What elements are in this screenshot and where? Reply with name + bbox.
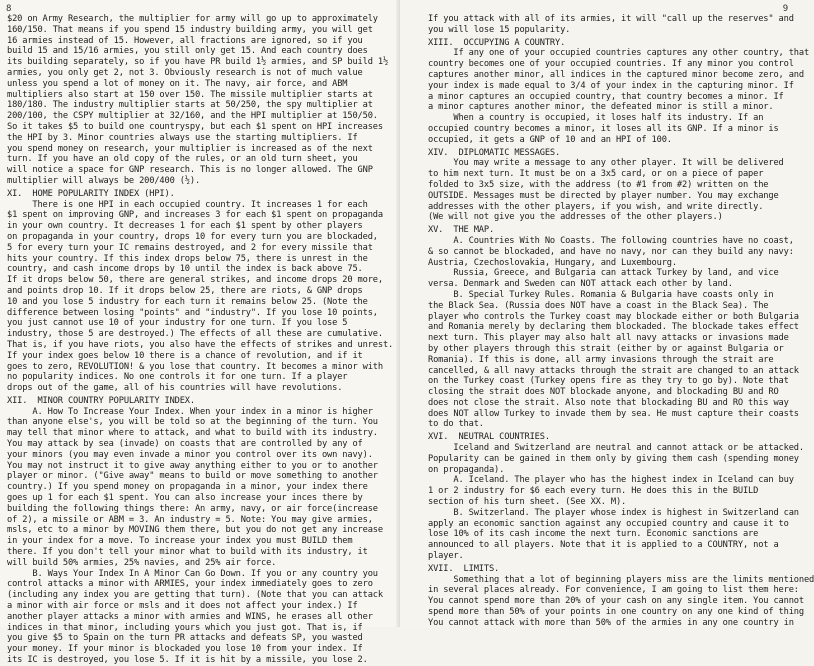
text-line: Russia, Greece, and Bulgaria can attack Turkey by land, and vice [428, 268, 779, 279]
text-line: player or minor. ("Give away" means to build or move something to another [7, 471, 378, 482]
text-line: folded to 3x5 size, with the address (to #1 from #2) written on the [428, 179, 769, 190]
text-line: 200/100, the CSPY multiplier at 32/160, and the HPI multiplier at 150/50. [7, 111, 378, 122]
text-line: turn. If you have an old copy of the rules, or an old turn sheet, you [7, 154, 358, 165]
text-line: by other players through this strait (either by or against Bulgaria or [428, 343, 784, 354]
paragraph [7, 200, 392, 394]
text-line: That is, if you have riots, you also have the effects of strikes and unrest. [7, 339, 394, 350]
section-heading: XV. THE MAP. [428, 225, 495, 236]
text-line: multipliers also start at 150 over 150. The missile multiplier starts at [7, 89, 373, 100]
text-line: A. Countries With No Coasts. The following countries have no coast, [428, 235, 794, 246]
text-line: spend more than 50% of your points in one country on any one kind of thing [428, 607, 804, 618]
text-line: 180/180. The industry multiplier starts at 50/250, the spy multiplier at [7, 100, 373, 111]
text-line: country.) If you spend money on propaganda in a minor, your index there [7, 482, 368, 493]
text-line: will notice a space for GNP research. This is no longer allowed. The GNP [7, 165, 373, 176]
text-line: B. Switzerland. The player whose index is highest in Switzerland can [428, 507, 799, 518]
text-line: difference between losing "points" and "industry". If you lose 10 points, [7, 307, 378, 318]
text-line: 16 armies instead of 15. However, all fractions are ignored, so if you [7, 35, 363, 46]
text-line: unless you spend a lot of money on it. The navy, air force, and ABM [7, 78, 348, 89]
text-line: occupied, it gets a GNP of 10 and an HPI of 100. [428, 134, 672, 145]
text-line: drops out of the game, all of his countries will have revolutions. [7, 383, 343, 394]
text-line: apply an economic sanction against any occupied country and cause it to [428, 518, 789, 529]
text-line: your index is made equal to 3/4 of your index in the capturing minor. If [428, 80, 794, 91]
text-line: hits your country. If this index drops below 75, there is unrest in the [7, 253, 368, 264]
page-text [428, 14, 814, 629]
text-line: its building separately, so if you have PR build 1½ armies, and SP build 1½ [7, 57, 389, 68]
text-line: You may attack by sea (invade) on coasts that are controlled by any of [7, 439, 363, 450]
paragraph [7, 407, 392, 666]
section-heading: XVI. NEUTRAL COUNTRIES. [428, 432, 550, 443]
text-line: occupied country becomes a minor, it loses all its GNP. If a minor is [428, 123, 779, 134]
paragraph [428, 235, 799, 430]
text-line: Romania). If this is done, all army invasions through the strait are [428, 354, 774, 365]
text-line: cancelled, & all navy attacks through the strait are changed to an attack [428, 365, 799, 376]
text-line: announced to all players. Note that it is applied to a COUNTRY, not a [428, 540, 779, 551]
text-line: your minors (you may even invade a minor you control over its own navy). [7, 449, 373, 460]
text-line: on propaganda in your country, drops 10 for every turn you are blockaded, [7, 231, 378, 242]
text-line: There is one HPI in each occupied country. It increases 1 for each [7, 199, 368, 210]
page-text [7, 14, 392, 666]
text-line: you give $5 to Spain on the turn PR attacks and defeats SP, you wasted [7, 633, 363, 644]
text-line: in several places already. For convenience, I am going to list them here: [428, 585, 799, 596]
text-line: $20 on Army Research, the multiplier for army will go up to approximately [7, 14, 378, 24]
text-line: You cannot attack with more than 50% of the armies in any one country in [428, 617, 794, 628]
text-line: a minor captures an occupied country, that country becomes a minor. If [428, 91, 784, 102]
text-line: B. Special Turkey Rules. Romania & Bulgaria have coasts only in [428, 289, 774, 300]
text-line: closing the strait does NOT blockade anyone, and blockading BU and RO [428, 387, 779, 398]
paragraph [428, 48, 810, 145]
text-line: country, and cash income drops by 10 until the index is back above 75. [7, 264, 363, 275]
text-line: captures another minor, all indices in the captured minor become zero, and [428, 69, 804, 80]
text-line: a minor captures another minor, the defeated minor is still a minor. [428, 102, 774, 113]
text-line: in your own country. It decreases 1 for each $1 spent by other players [7, 221, 363, 232]
text-line: of 2), a missile or ABM = 3. An industry = 5. Note: You may give armies, [7, 514, 373, 525]
text-line: Austria, Czechoslovakia, Hungary, and Luxembourg. [428, 257, 677, 268]
paragraph [428, 574, 814, 629]
text-line: 5 for every turn your IC remains destroyed, and 2 for every missile that [7, 242, 373, 253]
text-line: OUTSIDE. Messages must be directed by player number. You may exchange [428, 190, 779, 201]
page-number: 8 [6, 4, 12, 14]
text-line: So it takes $5 to build one countryspy, but each $1 spent on HPI increases [7, 121, 383, 132]
text-line: 1 or 2 industry for $6 each every turn. He does this in the BUILD [428, 486, 759, 497]
text-line: B. Ways Your Index In A Minor Can Go Down. If you or any country you [7, 568, 378, 579]
paragraph [428, 158, 794, 223]
section-heading: XII. MINOR COUNTRY POPULARITY INDEX. [7, 395, 195, 406]
text-line: country becomes one of your occupied countries. If any minor you control [428, 59, 794, 70]
text-line: does NOT allow Turkey to invade them by sea. He must capture their coasts [428, 408, 799, 419]
text-line: versa. Denmark and Sweden can NOT attack each other by land. [428, 279, 733, 290]
text-line: no popularity indices. No one controls it for one turn. If a player [7, 372, 348, 383]
text-line: You may write a message to any other player. It will be delivered [428, 158, 784, 169]
text-line: armies, you only get 2, not 3. Obviously research is not of much value [7, 67, 363, 78]
text-line: If it drops below 50, there are general strikes, and income drops 20 more, [7, 275, 383, 286]
text-line: multiplier will always be 200/400 (½). [7, 175, 201, 186]
text-line: player. [428, 551, 464, 562]
section-heading: XI. HOME POPULARITY INDEX (HPI). [7, 188, 175, 199]
text-line: A. Iceland. The player who has the highest index in Iceland can buy [428, 475, 794, 486]
text-line: A. How To Increase Your Index. When your index in a minor is higher [7, 406, 373, 417]
text-line: 10 and you lose 5 industry for each turn it remains below 25. (Note the [7, 296, 368, 307]
text-line: & so cannot be blockaded, and have no navy, nor can they build any navy: [428, 246, 794, 257]
text-line: You cannot spend more than 20% of your cash on any single item. You cannot [428, 596, 804, 607]
text-line: to him next turn. It must be on a 3x5 card, or on a piece of paper [428, 169, 764, 180]
paragraph [7, 14, 392, 187]
text-line: player who controls the Turkey coast may blockade either or both Bulgaria [428, 311, 799, 322]
text-line: industry, those 5 are destroyed.) The effects of all these are cumulative. [7, 329, 383, 340]
text-line: (We will not give you the addresses of the other players.) [428, 212, 723, 223]
section-heading: XVII. LIMITS. [428, 563, 500, 574]
text-line: in your index for a move. To increase your index you must BUILD them [7, 536, 353, 547]
text-line: you will lose 15 popularity. [428, 24, 571, 35]
text-line: (including any index you are getting that turn). (Note that you can attack [7, 590, 383, 601]
text-line: its IC is destroyed, you lose 5. If it is hit by a missile, you lose 2. [7, 655, 368, 666]
text-line: will build 50% armies, 25% navies, and 25% air force. [7, 557, 277, 568]
text-line: the HPI by 3. Minor countries always use the starting multipliers. If [7, 132, 358, 143]
text-line: You may not instruct it to give away anything either to you or to another [7, 460, 378, 471]
text-line: lose 10% of its cash income the next turn. Economic sanctions are [428, 529, 759, 540]
text-line: there. If you don't tell your minor what to build with its industry, it [7, 547, 368, 558]
text-line: your money. If your minor is blockaded you lose 10 from your index. If [7, 644, 363, 655]
text-line: addresses with the other players, if you wish, and write directly. [428, 201, 764, 212]
text-line: than anyone else's, you will be told so at the beginning of the turn. You [7, 417, 378, 428]
text-line: If you attack with all of its armies, it will "call up the reserves" and [428, 14, 794, 24]
text-line: you just cannot use 10 of your industry for one turn. If you lose 5 [7, 318, 348, 329]
text-line: on propaganda). [428, 464, 505, 475]
text-line: a minor with air force or msls and it does not affect your index.) If [7, 601, 358, 612]
text-line: 160/150. That means if you spend 15 industry building army, you will get [7, 24, 373, 35]
text-line: another player attacks a minor with armies and WINS, he erases all other [7, 611, 373, 622]
paragraph [428, 443, 804, 562]
right-page [400, 0, 814, 628]
text-line: control attacks a minor with ARMIES, your index immediately goes to zero [7, 579, 373, 590]
text-line: If any one of your occupied countries captures any other country, that [428, 48, 810, 59]
text-line: on the Turkey coast (Turkey opens fire as they try to go by). Note that [428, 376, 789, 387]
text-line: $1 spent on improving GNP, and increases 3 for each $1 spent on propaganda [7, 210, 383, 221]
section-heading: XIV. DIPLOMATIC MESSAGES. [428, 147, 561, 158]
section-heading: XIII. OCCUPYING A COUNTRY. [428, 37, 566, 48]
text-line: If your index goes below 10 there is a chance of revolution, and if it [7, 350, 363, 361]
text-line: Something that a lot of beginning players miss are the limits mentioned [428, 574, 814, 585]
text-line: msls, etc to a minor by MOVING them there, but you do not get any increase [7, 525, 383, 536]
text-line: Iceland and Switzerland are neutral and cannot attack or be attacked. [428, 443, 804, 454]
text-line: and points drop 10. If it drops below 25, there are riots, & GNP drops [7, 285, 363, 296]
text-line: may tell that minor where to attack, and what to build with its industry. [7, 428, 378, 439]
text-line: building the following things there: An army, navy, or air force(increase [7, 503, 378, 514]
text-line: Popularity can be gained in them only by giving them cash (spending money [428, 453, 799, 464]
text-line: the Black Sea. (Russia does NOT have a coast in the Black Sea). The [428, 300, 769, 311]
paragraph [428, 14, 794, 36]
text-line: and Romania merely by declaring them blockaded. The blockade takes effect [428, 322, 799, 333]
text-line: you spend money on research, your multiplier is increased as of the next [7, 143, 373, 154]
text-line: When a country is occupied, it loses half its industry. If an [428, 113, 764, 124]
text-line: indices in that minor, including yours which you just got. That is, if [7, 622, 363, 633]
text-line: does not close the strait. Also note that blockading BU and RO this way [428, 397, 789, 408]
text-line: section of his turn sheet. (See XX. M). [428, 497, 627, 508]
text-line: goes up 1 for each $1 spent. You can also increase your inces there by [7, 493, 363, 504]
page-number: 9 [782, 4, 788, 14]
text-line: goes to zero, REVOLUTION! & you lose that country. It becomes a minor with [7, 361, 383, 372]
left-page [0, 0, 400, 666]
text-line: to do that. [428, 419, 484, 430]
text-line: next turn. This player may also halt all navy attacks or invasions made [428, 333, 789, 344]
text-line: build 15 and 15/16 armies, you still only get 15. And each country does [7, 46, 368, 57]
